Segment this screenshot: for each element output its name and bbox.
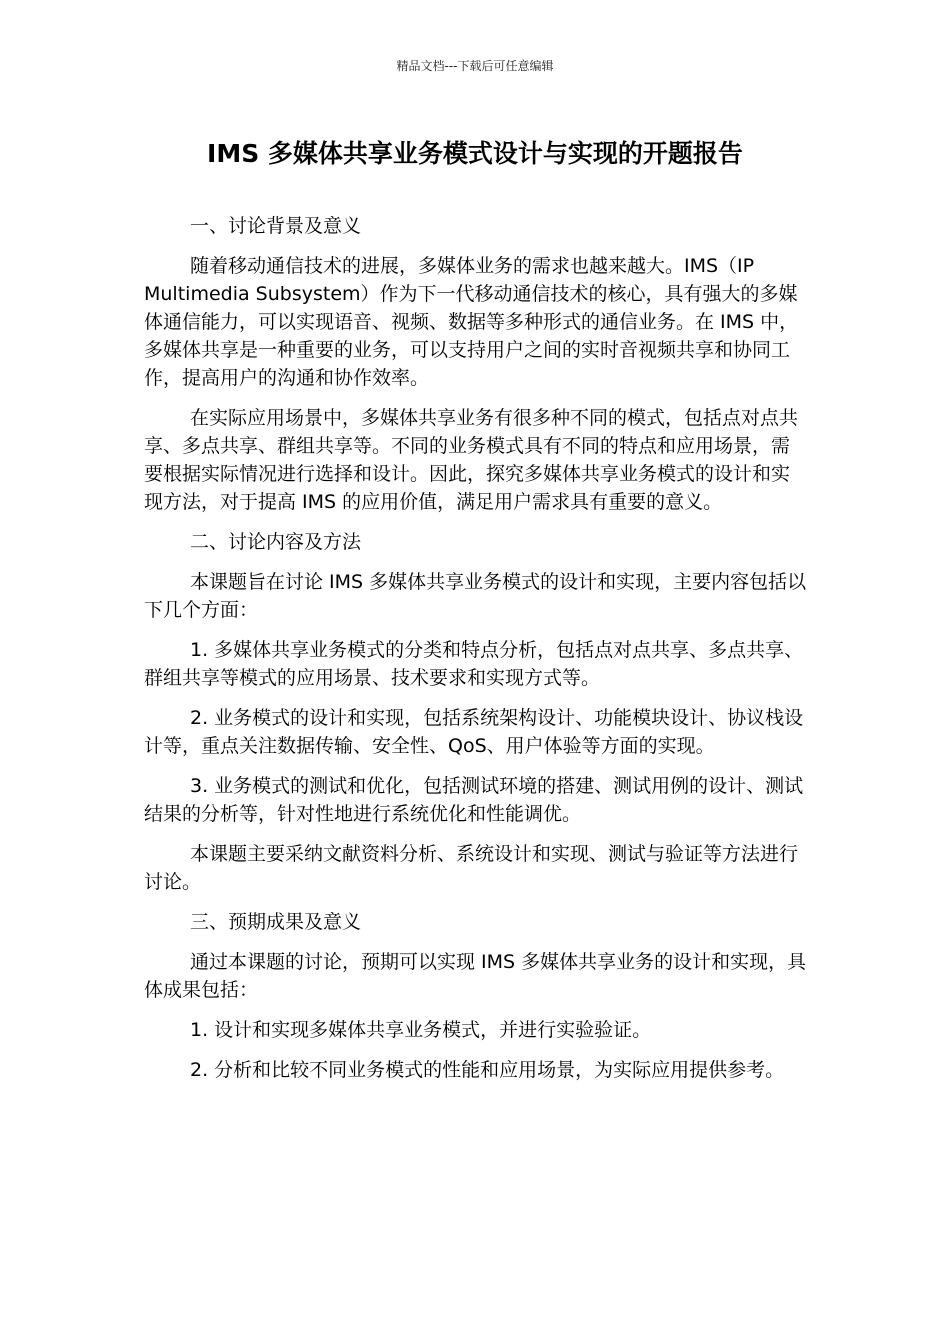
list-item-content-1: 1. 多媒体共享业务模式的分类和特点分析，包括点对点共享、多点共享、群组共享等模式的应用场景、技术要求和实现方式等。 xyxy=(144,639,804,689)
paragraph-research-aim: 本课题旨在讨论 IMS 多媒体共享业务模式的设计和实现，主要内容包括以下几个方面： xyxy=(144,571,807,621)
section-heading-expected-results: 三、预期成果及意义 xyxy=(190,911,362,933)
page-header: 精品文档---下载后可任意编辑 xyxy=(396,59,554,73)
document-body xyxy=(144,212,808,1096)
list-item-content-3: 3. 业务模式的测试和优化，包括测试环境的搭建、测试用例的设计、测试结果的分析等，针对性地进行系统优化和性能调优。 xyxy=(144,775,804,825)
paragraph-methods: 本课题主要采纳文献资料分析、系统设计和实现、测试与验证等方法进行讨论。 xyxy=(144,843,799,893)
paragraph-sharing-modes: 在实际应用场景中，多媒体共享业务有很多种不同的模式，包括点对点共享、多点共享、群组共享等。不同的业务模式具有不同的特点和应用场景，需要根据实际情况进行选择和设计。因此，探究多媒体共享业务模式的设计和实现方法，对于提高 IMS 的应用价值，满足用户需求具有重要的意义。 xyxy=(144,407,799,513)
list-item-content-2: 2. 业务模式的设计和实现，包括系统架构设计、功能模块设计、协议栈设计等，重点关注数据传输、安全性、QoS、用户体验等方面的实现。 xyxy=(144,707,804,757)
document-title: IMS 多媒体共享业务模式设计与实现的开题报告 xyxy=(207,139,743,168)
section-heading-background: 一、讨论背景及意义 xyxy=(190,215,362,237)
paragraph-ims-intro: 随着移动通信技术的进展，多媒体业务的需求也越来越大。IMS（IP Multimedia Subsystem）作为下一代移动通信技术的核心，具有强大的多媒体通信能力，可以实现语音、视频、数据等多种形式的通信业务。在 IMS 中，多媒体共享是一种重要的业务，可以支持用户之间的实时音视频共享和协同工作，提高用户的沟通和协作效率。 xyxy=(144,255,799,389)
list-item-result-2: 2. 分析和比较不同业务模式的性能和应用场景，为实际应用提供参考。 xyxy=(190,1059,785,1081)
section-heading-content-methods: 二、讨论内容及方法 xyxy=(190,531,362,553)
paragraph-expected-intro: 通过本课题的讨论，预期可以实现 IMS 多媒体共享业务的设计和实现，具体成果包括： xyxy=(144,951,807,1001)
list-item-result-1: 1. 设计和实现多媒体共享业务模式，并进行实验验证。 xyxy=(190,1019,652,1041)
